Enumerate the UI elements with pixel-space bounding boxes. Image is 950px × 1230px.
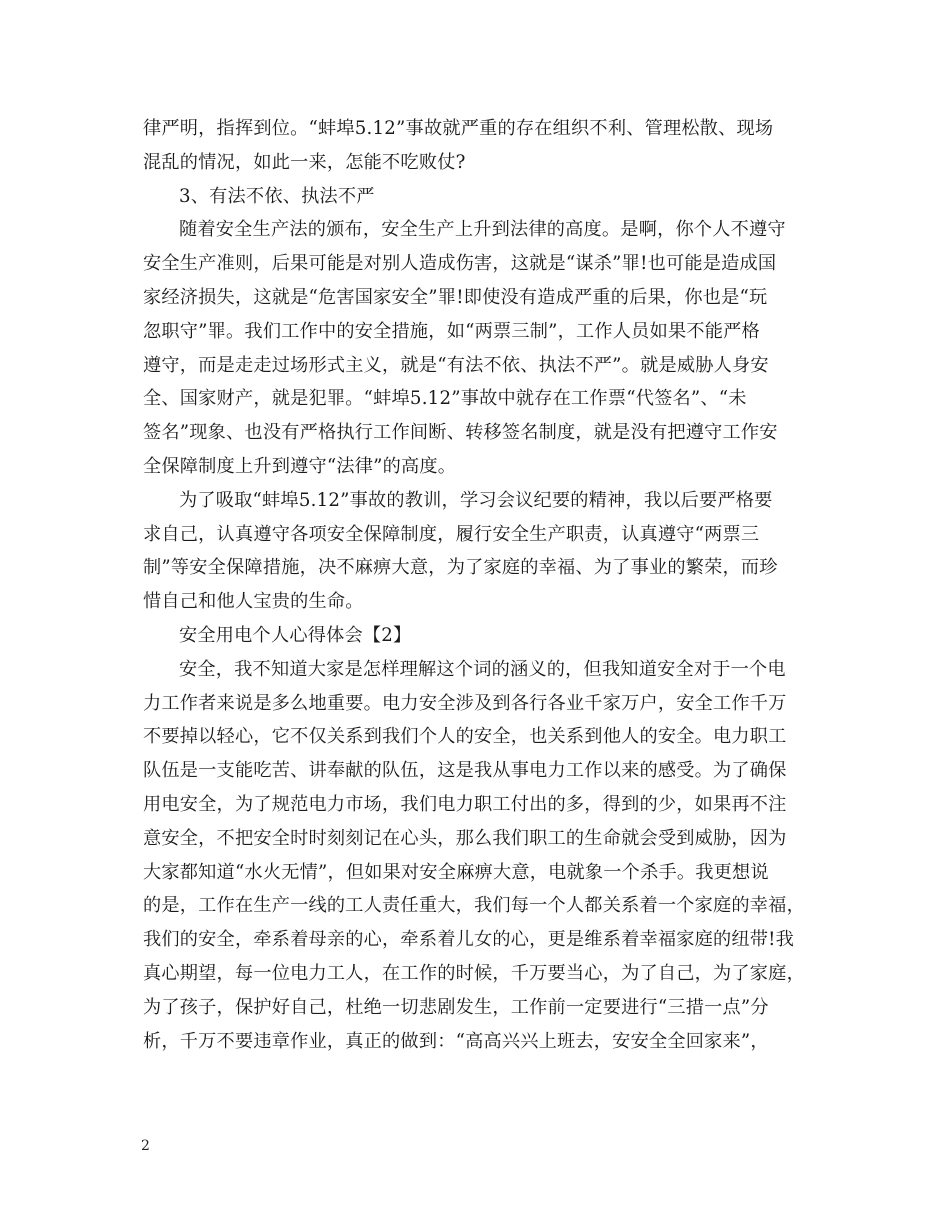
text-line: 遵守，而是走走过场形式主义，就是“有法不依、执法不严”。就是威胁人身安 — [143, 354, 769, 376]
text-line: 队伍是一支能吃苦、讲奉献的队伍，这是我从事电力工作以来的感受。为了确保 — [143, 760, 787, 782]
text-line: 不要掉以轻心，它不仅关系到我们个人的安全，也关系到他人的安全。电力职工 — [143, 726, 787, 748]
text-line: 力工作者来说是多么地重要。电力安全涉及到各行各业千家万户，安全工作千万 — [143, 692, 787, 714]
text-line: 的是，工作在生产一线的工人责任重大，我们每一个人都关系着一个家庭的幸福， — [143, 895, 805, 917]
text-line: 全、国家财产，就是犯罪。“蚌埠5.12”事故中就存在工作票“代签名”、“未 — [143, 388, 747, 410]
text-line: 全保障制度上升到遵守“法律”的高度。 — [143, 455, 457, 477]
text-line: 安全用电个人心得体会【2】 — [179, 624, 412, 646]
text-line: 混乱的情况，如此一来，怎能不吃败仗? — [143, 151, 466, 173]
body-text — [143, 112, 815, 1058]
text-line: 安全，我不知道大家是怎样理解这个词的涵义的，但我知道安全对于一个电 — [179, 658, 786, 680]
text-line: 忽职守”罪。我们工作中的安全措施，如“两票三制”，工作人员如果不能严格 — [143, 320, 760, 342]
text-line: 为了孩子，保护好自己，杜绝一切悲剧发生，工作前一定要进行“三措一点”分 — [143, 996, 769, 1018]
text-line: 律严明，指挥到位。“蚌埠5.12”事故就严重的存在组织不利、管理松散、现场 — [143, 118, 774, 139]
text-line: 析，千万不要违章作业，真正的做到：“高高兴兴上班去，安安全全回家来”， — [143, 1030, 769, 1052]
text-line: 惜自己和他人宝贵的生命。 — [143, 591, 364, 613]
text-line: 签名”现象、也没有严格执行工作间断、转移签名制度，就是没有把遵守工作安 — [143, 422, 778, 444]
text-line: 3、有法不依、执法不严 — [179, 185, 375, 207]
text-line: 意安全，不把安全时时刻刻记在心头，那么我们职工的生命就会受到威胁，因为 — [143, 827, 787, 849]
text-line: 真心期望，每一位电力工人，在工作的时候，千万要当心，为了自己，为了家庭， — [143, 962, 805, 984]
text-line: 我们的安全，牵系着母亲的心，牵系着儿女的心，更是维系着幸福家庭的纽带!我 — [143, 929, 795, 951]
text-line: 为了吸取“蚌埠5.12”事故的教训，学习会议纪要的精神，我以后要严格要 — [179, 489, 773, 511]
text-line: 大家都知道“水火无情”，但如果对安全麻痹大意，电就象一个杀手。我更想说 — [143, 861, 769, 883]
text-line: 制”等安全保障措施，决不麻痹大意，为了家庭的幸福、为了事业的繁荣，而珍 — [143, 557, 778, 579]
text-line: 随着安全生产法的颁布，安全生产上升到法律的高度。是啊，你个人不遵守 — [179, 219, 786, 241]
text-line: 家经济损失，这就是“危害国家安全”罪!即使没有造成严重的后果，你也是“玩 — [143, 286, 768, 308]
text-line: 求自己，认真遵守各项安全保障制度，履行安全生产职责，认真遵守“两票三 — [143, 523, 760, 545]
text-line: 用电安全，为了规范电力市场，我们电力职工付出的多，得到的少，如果再不注 — [143, 793, 787, 815]
text-line: 安全生产准则，后果可能是对别人造成伤害，这就是“谋杀”罪!也可能是造成国 — [143, 253, 777, 275]
page-number: 2 — [141, 1138, 150, 1154]
